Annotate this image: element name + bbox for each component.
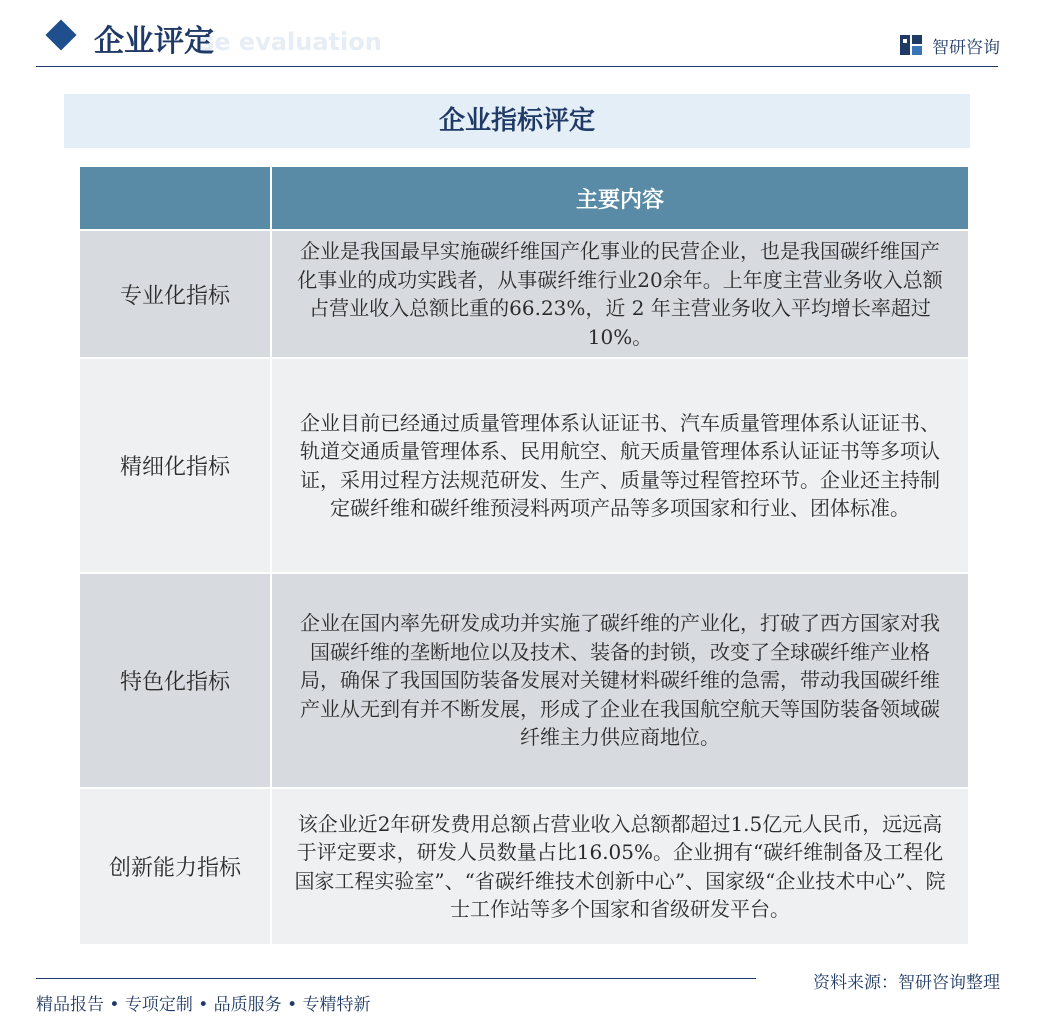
- page-header: [0, 0, 1052, 70]
- table-header-main-content: 主要内容: [271, 166, 969, 230]
- table-row: [79, 788, 969, 945]
- indicator-table: [78, 165, 970, 946]
- diamond-bullet-icon: [45, 19, 76, 50]
- header-divider: [36, 66, 998, 67]
- brand-name: 智研咨询: [932, 37, 1000, 58]
- row-content: 企业在国内率先研发成功并实施了碳纤维的产业化，打破了西方国家对我国碳纤维的垄断地位以及技术、装备的封锁，改变了全球碳纤维产业格局，确保了我国国防装备发展对关键材料碳纤维的急需，带动我国碳纤维产业从无到有并不断发展，形成了企业在我国航空航天等国防装备领域碳纤维主力供应商地位。: [271, 573, 969, 788]
- page-title: 企业评定: [94, 24, 214, 59]
- row-label: 精细化指标: [79, 358, 271, 573]
- table-row: [79, 230, 969, 358]
- table-header-row: [79, 166, 969, 230]
- header-subtitle: se evaluation: [200, 28, 382, 56]
- row-label: 专业化指标: [79, 230, 271, 358]
- table-header-empty: [79, 166, 271, 230]
- row-content: 企业目前已经通过质量管理体系认证证书、汽车质量管理体系认证证书、轨道交通质量管理体系、民用航空、航天质量管理体系认证证书等多项认证，采用过程方法规范研发、生产、质量等过程管控环节。企业还主持制定碳纤维和碳纤维预浸料两项产品等多项国家和行业、团体标准。: [271, 358, 969, 573]
- footer-divider: [36, 978, 756, 979]
- table-row: [79, 358, 969, 573]
- row-content: 该企业近2年研发费用总额占营业收入总额都超过1.5亿元人民币，远远高于评定要求，研发人员数量占比16.05%。企业拥有“碳纤维制备及工程化国家工程实验室”、“省碳纤维技术创新中心”、国家级“企业技术中心”、院士工作站等多个国家和省级研发平台。: [271, 788, 969, 945]
- panel-title: 企业指标评定: [64, 94, 970, 148]
- row-label: 创新能力指标: [79, 788, 271, 945]
- row-content: 企业是我国最早实施碳纤维国产化事业的民营企业，也是我国碳纤维国产化事业的成功实践者，从事碳纤维行业20余年。上年度主营业务收入总额占营业收入总额比重的66.23%，近 2 年主营业务收入平均增长率超过10%。: [271, 230, 969, 358]
- brand-logo-icon: [898, 32, 924, 58]
- footer-slogan: 精品报告 • 专项定制 • 品质服务 • 专精特新: [36, 995, 371, 1015]
- row-label: 特色化指标: [79, 573, 271, 788]
- table-row: [79, 573, 969, 788]
- data-source: 资料来源：智研咨询整理: [813, 973, 1000, 993]
- brand: [898, 32, 1000, 58]
